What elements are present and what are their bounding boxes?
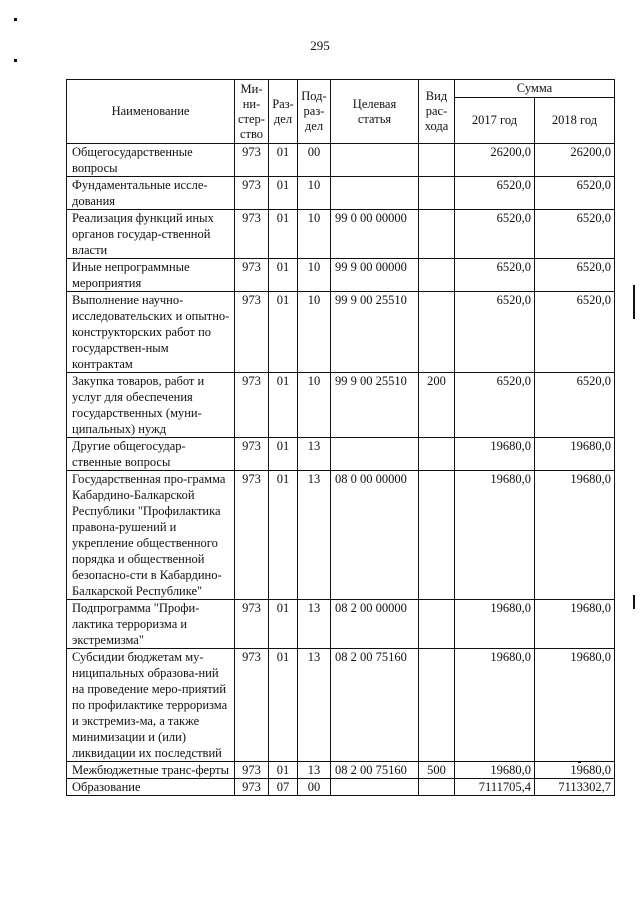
cell-2017: 19680,0 [455, 438, 535, 471]
cell-subsection: 00 [298, 779, 331, 796]
cell-section: 01 [269, 259, 298, 292]
cell-target: 08 2 00 00000 [331, 600, 419, 649]
table-row [67, 210, 615, 259]
cell-expense-type: 500 [419, 762, 455, 779]
cell-name: Субсидии бюджетам му-ниципальных образова-ний на проведение меро-приятий по профилактике терроризма и экстремиз-ма, а также минимизации и (или) ликвидации их последствий [67, 649, 235, 762]
header-expense-type: Вид рас- хода [419, 80, 455, 144]
cell-name: Иные непрограммные мероприятия [67, 259, 235, 292]
budget-table [66, 79, 615, 796]
cell-expense-type [419, 177, 455, 210]
cell-section: 01 [269, 144, 298, 177]
header-subsection: Под- раз- дел [298, 80, 331, 144]
cell-ministry: 973 [235, 292, 269, 373]
table-row [67, 373, 615, 438]
cell-name: Государственная про-грамма Кабардино-Балкарской Республики "Профилактика правона-рушений и укрепление общественного порядка и общественной безопасно-сти в Кабардино-Балкарской Республике" [67, 471, 235, 600]
cell-section: 07 [269, 779, 298, 796]
cell-target [331, 177, 419, 210]
scan-mark-right [633, 285, 635, 319]
scan-mark-left [14, 18, 17, 21]
cell-target: 08 2 00 75160 [331, 762, 419, 779]
table-row [67, 649, 615, 762]
cell-expense-type [419, 649, 455, 762]
header-year-2017: 2017 год [455, 98, 535, 144]
cell-name: Выполнение научно-исследовательских и опытно-конструкторских работ по государствен-ным контрактам [67, 292, 235, 373]
cell-subsection: 13 [298, 649, 331, 762]
cell-ministry: 973 [235, 649, 269, 762]
header-name: Наименование [67, 80, 235, 144]
cell-subsection: 10 [298, 373, 331, 438]
cell-subsection: 10 [298, 210, 331, 259]
cell-2017: 6520,0 [455, 259, 535, 292]
cell-section: 01 [269, 373, 298, 438]
cell-target: 08 2 00 75160 [331, 649, 419, 762]
cell-2017: 6520,0 [455, 177, 535, 210]
table-row [67, 762, 615, 779]
cell-subsection: 10 [298, 292, 331, 373]
cell-2017: 6520,0 [455, 210, 535, 259]
cell-2018: 19680,0 [535, 438, 615, 471]
cell-ministry: 973 [235, 762, 269, 779]
cell-section: 01 [269, 600, 298, 649]
cell-ministry: 973 [235, 779, 269, 796]
cell-target [331, 438, 419, 471]
cell-2018: 19680,0 [535, 471, 615, 600]
cell-2018: 19680,0 [535, 762, 615, 779]
table-row [67, 779, 615, 796]
header-section: Раз- дел [269, 80, 298, 144]
cell-name: Реализация функций иных органов государ-ственной власти [67, 210, 235, 259]
cell-expense-type [419, 259, 455, 292]
cell-2018: 6520,0 [535, 177, 615, 210]
cell-2017: 19680,0 [455, 600, 535, 649]
table-row [67, 259, 615, 292]
cell-name: Закупка товаров, работ и услуг для обеспечения государственных (муни-ципальных) нужд [67, 373, 235, 438]
cell-2017: 19680,0 [455, 649, 535, 762]
cell-subsection: 13 [298, 438, 331, 471]
cell-ministry: 973 [235, 438, 269, 471]
cell-subsection: 10 [298, 177, 331, 210]
cell-target: 99 0 00 00000 [331, 210, 419, 259]
page-number: 295 [310, 38, 330, 53]
cell-subsection: 13 [298, 600, 331, 649]
table-row [67, 438, 615, 471]
cell-subsection: 13 [298, 471, 331, 600]
cell-ministry: 973 [235, 600, 269, 649]
scan-mark-dot [578, 761, 581, 763]
cell-2018: 7113302,7 [535, 779, 615, 796]
cell-expense-type [419, 144, 455, 177]
cell-section: 01 [269, 292, 298, 373]
table-body [67, 144, 615, 796]
table-row [67, 177, 615, 210]
cell-target: 99 9 00 25510 [331, 373, 419, 438]
table-row [67, 144, 615, 177]
cell-target: 99 9 00 25510 [331, 292, 419, 373]
cell-ministry: 973 [235, 471, 269, 600]
cell-subsection: 10 [298, 259, 331, 292]
cell-section: 01 [269, 762, 298, 779]
cell-2018: 19680,0 [535, 600, 615, 649]
cell-ministry: 973 [235, 177, 269, 210]
scan-mark-right-2 [633, 595, 635, 609]
cell-subsection: 00 [298, 144, 331, 177]
cell-2018: 6520,0 [535, 373, 615, 438]
cell-name: Общегосударственные вопросы [67, 144, 235, 177]
cell-2018: 6520,0 [535, 292, 615, 373]
scan-mark-left-2 [14, 59, 17, 62]
table-row [67, 471, 615, 600]
cell-2017: 7111705,4 [455, 779, 535, 796]
cell-2017: 6520,0 [455, 373, 535, 438]
cell-target: 08 0 00 00000 [331, 471, 419, 600]
cell-ministry: 973 [235, 373, 269, 438]
cell-target [331, 779, 419, 796]
cell-2018: 19680,0 [535, 649, 615, 762]
cell-name: Другие общегосудар-ственные вопросы [67, 438, 235, 471]
cell-section: 01 [269, 471, 298, 600]
cell-section: 01 [269, 177, 298, 210]
table-row [67, 292, 615, 373]
cell-2018: 6520,0 [535, 259, 615, 292]
cell-expense-type [419, 210, 455, 259]
header-ministry: Ми- ни- стер- ство [235, 80, 269, 144]
cell-expense-type [419, 438, 455, 471]
cell-section: 01 [269, 438, 298, 471]
cell-ministry: 973 [235, 144, 269, 177]
cell-name: Межбюджетные транс-ферты [67, 762, 235, 779]
table-row [67, 600, 615, 649]
cell-section: 01 [269, 649, 298, 762]
header-target: Целевая статья [331, 80, 419, 144]
cell-expense-type [419, 779, 455, 796]
cell-section: 01 [269, 210, 298, 259]
cell-name: Фундаментальные иссле-дования [67, 177, 235, 210]
cell-name: Образование [67, 779, 235, 796]
cell-2017: 6520,0 [455, 292, 535, 373]
cell-expense-type [419, 292, 455, 373]
cell-2017: 19680,0 [455, 471, 535, 600]
cell-expense-type: 200 [419, 373, 455, 438]
cell-target: 99 9 00 00000 [331, 259, 419, 292]
cell-ministry: 973 [235, 210, 269, 259]
cell-name: Подпрограмма "Профи-лактика терроризма и экстремизма" [67, 600, 235, 649]
cell-2017: 26200,0 [455, 144, 535, 177]
cell-subsection: 13 [298, 762, 331, 779]
cell-2018: 6520,0 [535, 210, 615, 259]
header-sum: Сумма [455, 80, 615, 98]
cell-expense-type [419, 471, 455, 600]
cell-target [331, 144, 419, 177]
cell-2018: 26200,0 [535, 144, 615, 177]
cell-expense-type [419, 600, 455, 649]
header-year-2018: 2018 год [535, 98, 615, 144]
cell-ministry: 973 [235, 259, 269, 292]
cell-2017: 19680,0 [455, 762, 535, 779]
